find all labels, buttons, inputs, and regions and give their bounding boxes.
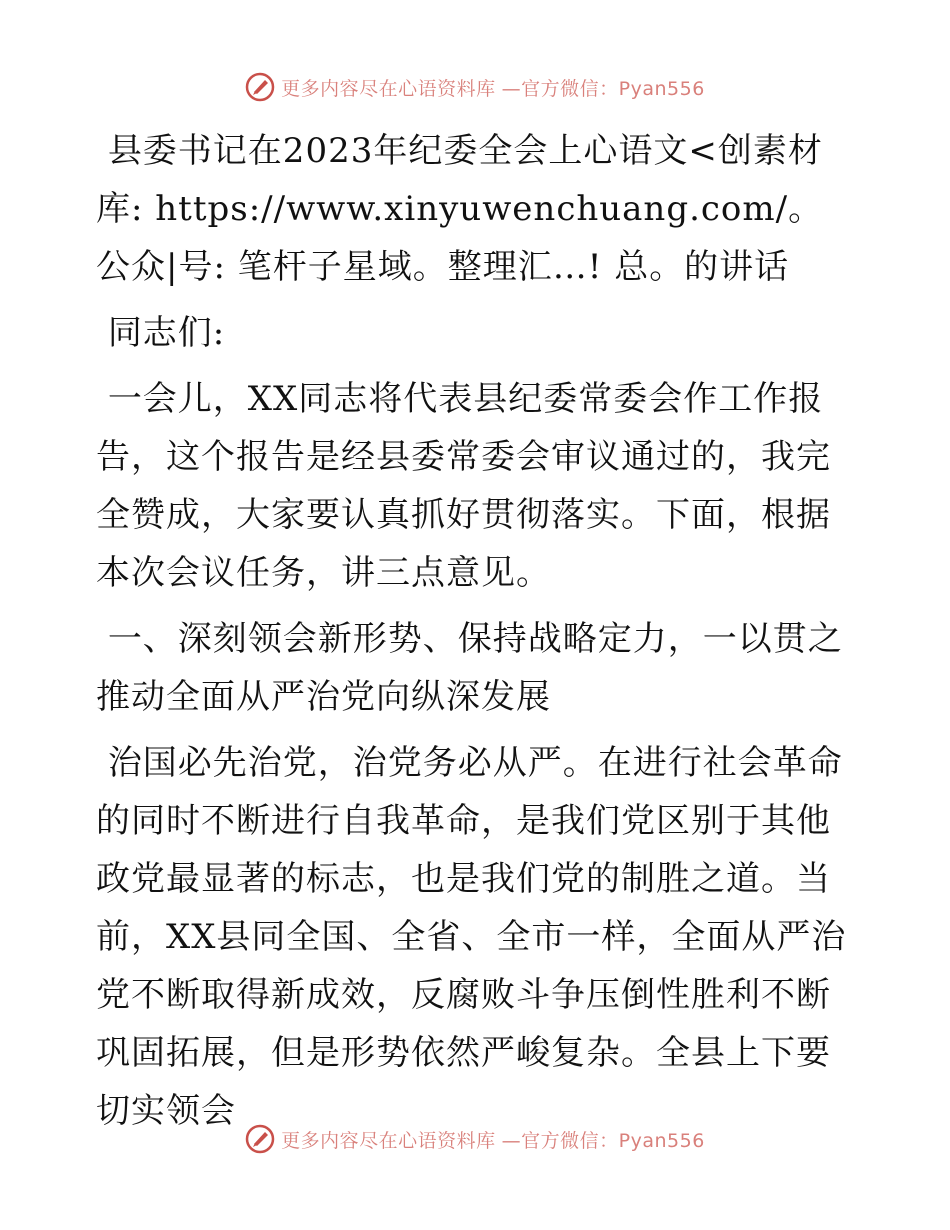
footer-banner (0, 1124, 950, 1154)
document-title: 县委书记在2023年纪委全会上心语文<创素材库: https://www.xinyuwenchuang.com/。公众|号: 笔杆子星域。整理汇…! 总。的讲话 (96, 131, 824, 287)
paragraph-1: 一会儿，XX同志将代表县纪委常委会作工作报告，这个报告是经县委常委会审议通过的，我完全赞成，大家要认真抓好贯彻落实。下面，根据本次会议任务，讲三点意见。 (96, 379, 831, 593)
paragraph-2: 治国必先治党，治党务必从严。在进行社会革命的同时不断进行自我革命，是我们党区别于其他政党最显著的标志，也是我们党的制胜之道。当前，XX县同全国、全省、全市一样，全面从严治党不断取得新成效，反腐败斗争压倒性胜利不断巩固拓展，但是形势依然严峻复杂。全县上下要切实领会 (96, 743, 847, 1131)
brand-logo-icon (245, 1124, 275, 1154)
brand-logo-icon (245, 72, 275, 102)
document-body (96, 122, 856, 1140)
banner-text: 更多内容尽在心语资料库 (281, 77, 496, 100)
banner-contact: —官方微信：Pyan556 (501, 77, 705, 100)
section-heading-1: 一、深刻领会新形势、保持战略定力，一以贯之推动全面从严治党向纵深发展 (96, 619, 843, 717)
banner-text: 更多内容尽在心语资料库 (281, 1129, 496, 1152)
banner-contact: —官方微信：Pyan556 (501, 1129, 705, 1152)
header-banner (0, 72, 950, 102)
salutation: 同志们: (96, 313, 226, 353)
